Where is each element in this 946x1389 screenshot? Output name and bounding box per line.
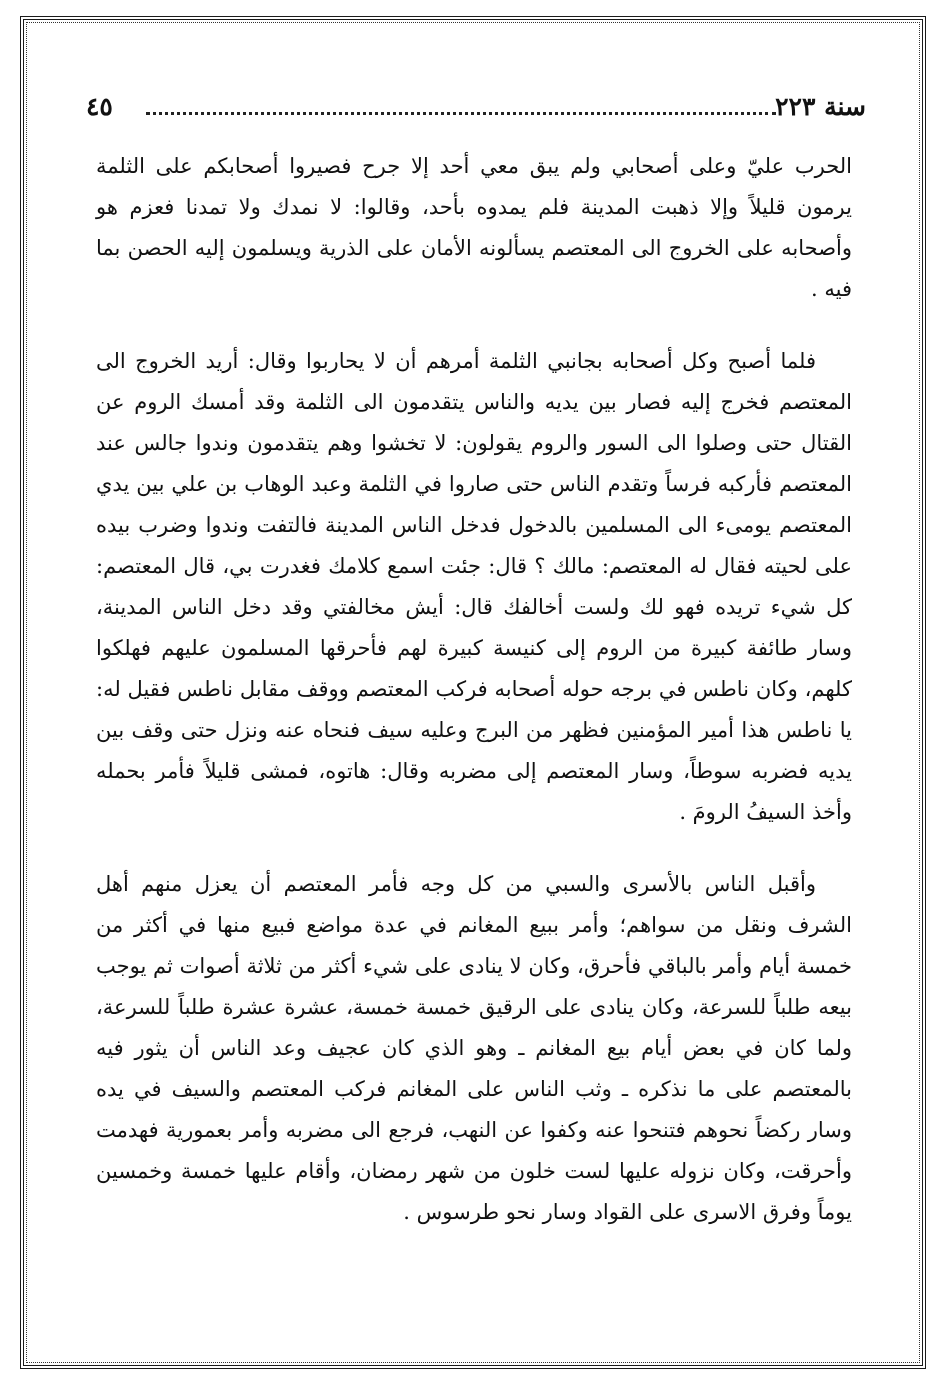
paragraph-1: الحرب عليّ وعلى أصحابي ولم يبق معي أحد إلا جرح فصيروا أصحابكم على الثلمة يرمون قليلاً وإلا ذهبت المدينة فلم يمدوه بأحد، وقالوا: لا نمدك ولا تمدنا فعزم هو وأصحابه على الخروج الى المعتصم يسألونه الأمان على الذرية ويسلمون إليه الحصن بما فيه . (96, 154, 852, 301)
paragraph-3: وأقبل الناس بالأسرى والسبي من كل وجه فأمر المعتصم أن يعزل منهم أهل الشرف ونقل من سواهم؛ وأمر ببيع المغانم في عدة مواضع فبيع منها في أكثر من خمسة أيام وأمر بالباقي فأحرق، وكان لا ينادى على شيء أكثر من ثلاثة أصوات ثم يوجب بيعه طلباً للسرعة، وكان ينادى على الرقيق خمسة خمسة، عشرة عشرة طلباً للسرعة، ولما كان في بعض أيام بيع المغانم ـ وهو الذي كان عجيف وعد الناس أن يثور فيه بالمعتصم على ما نذكره ـ وثب الناس على المغانم فركب المعتصم والسيف في يده وسار ركضاً نحوهم فتنحوا عنه وكفوا عن النهب، فرجع الى مضربه وأمر بعمورية فهدمت وأحرقت، وكان نزوله عليها لست خلون من شهر رمضان، وأقام عليها خمسة وخمسين يوماً وفرق الاسرى على القواد وسار نحو طرسوس . (96, 872, 852, 1224)
header-leader-dots (146, 112, 776, 115)
paragraph-2: فلما أصبح وكل أصحابه بجانبي الثلمة أمرهم أن لا يحاربوا وقال: أريد الخروج الى المعتصم فخرج إليه فصار بين يديه والناس يتقدمون الى الثلمة وقد أمسك الروم عن القتال حتى وصلوا الى السور والروم يقولون: لا تخشوا وهم يتقدمون وندوا جالس عند المعتصم فأركبه فرساً وتقدم الناس حتى صاروا في الثلمة وعبد الوهاب بن علي بين يدي المعتصم يومىء الى المسلمين بالدخول فدخل الناس المدينة فالتفت وندوا وضرب بيده على لحيته فقال له المعتصم: مالك ؟ قال: جئت اسمع كلامك فغدرت بي، قال المعتصم: كل شيء تريده فهو لك ولست أخالفك قال: أيش مخالفتي وقد دخل الناس المدينة، وسار طائفة كبيرة من الروم إلى كنيسة كبيرة لهم فأحرقها المسلمون عليهم فهلكوا كلهم، وكان ناطس في برجه حوله أصحابه فركب المعتصم ووقف مقابل ناطس فقيل له: يا ناطس هذا أمير المؤمنين فظهر من البرج وعليه سيف فنحاه عنه ونزل حتى وقف بين يديه فضربه سوطاً، وسار المعتصم إلى مضربه وقال: هاتوه، فمشى قليلاً فأمر بحمله وأخذ السيفُ الرومَ . (96, 349, 852, 824)
running-header (86, 88, 866, 128)
body-text (96, 146, 852, 1264)
header-title: سنة ٢٢٣ (775, 92, 866, 121)
page-number: ٤٥ (86, 92, 113, 121)
